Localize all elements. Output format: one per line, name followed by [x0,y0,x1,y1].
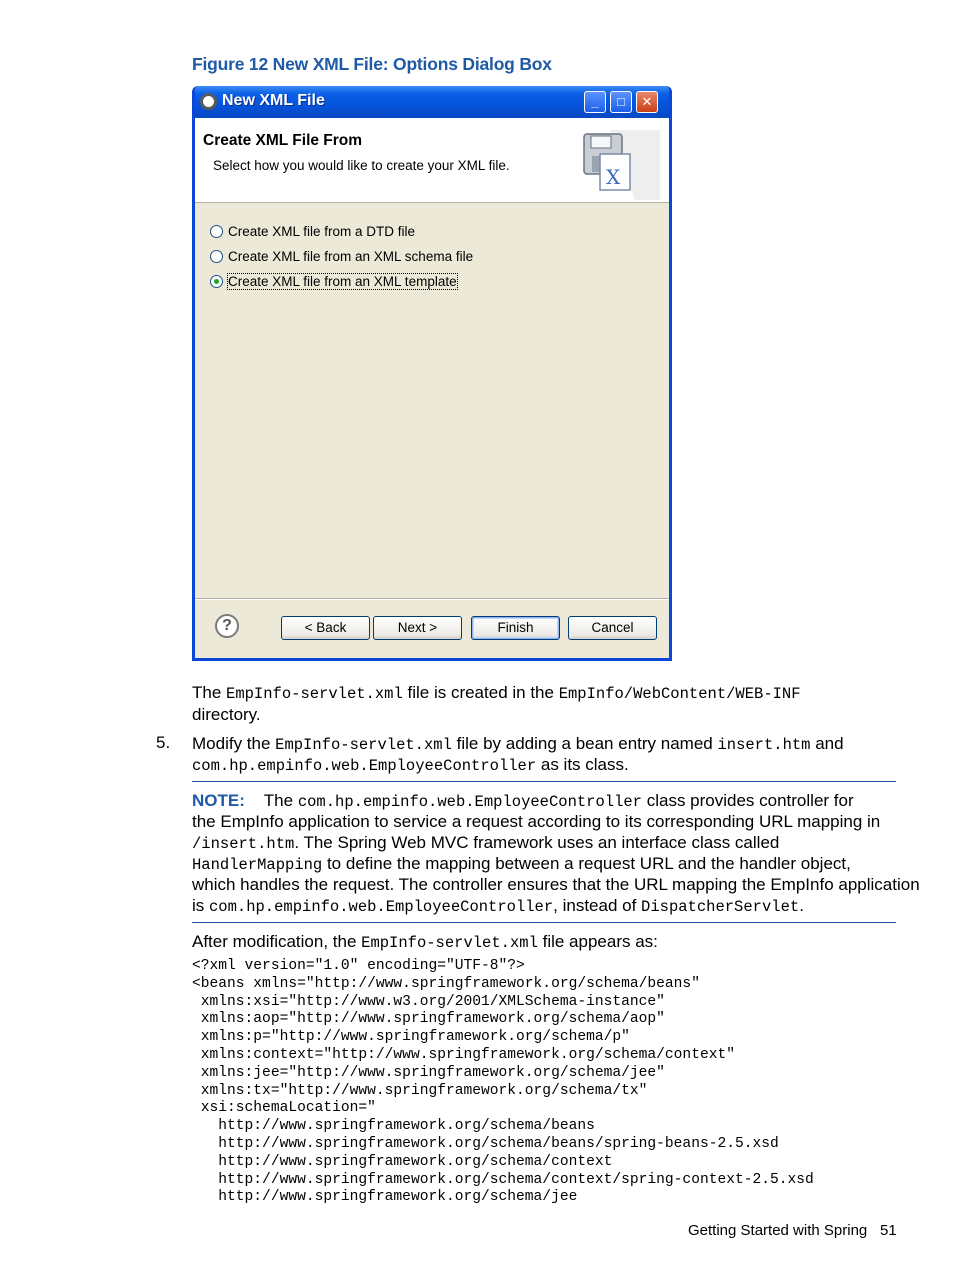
note-rule-bottom [192,922,896,923]
gear-icon [200,93,217,110]
radio-dtd[interactable] [210,225,223,238]
note-line-5: which handles the request. The controller ensures that the URL mapping the EmpInfo application [192,875,920,894]
code-inline: EmpInfo/WebContent/WEB-INF [558,685,801,703]
footer-separator [195,598,669,600]
text: . The Spring Web MVC framework uses an interface class called [294,833,780,852]
option-template[interactable] [210,272,457,290]
note-line-2: the EmpInfo application to service a request according to its corresponding URL mapping in [192,812,881,831]
dialog-titlebar[interactable] [192,86,672,118]
text: Modify the [192,734,276,753]
text: , instead of [553,896,642,915]
option-dtd[interactable] [210,222,415,240]
code-inline: com.hp.empinfo.web.EmployeeController [209,898,554,916]
text: The [192,683,227,702]
cancel-button[interactable]: Cancel [568,616,657,640]
text: file is created in the [402,683,559,702]
maximize-button[interactable]: □ [610,91,632,113]
code-inline: EmpInfo-servlet.xml [275,736,452,754]
paragraph-created [192,682,801,705]
code-inline: com.hp.empinfo.web.EmployeeController [297,793,642,811]
footer-section: Getting Started with Spring [688,1222,868,1239]
radio-schema[interactable] [210,250,223,263]
note-rule-top [192,781,896,782]
note-line-1 [192,790,854,813]
text: After modification, the [192,932,362,951]
finish-button[interactable]: Finish [471,616,560,640]
option-dtd-label: Create XML file from a DTD file [228,223,416,239]
code-inline: EmpInfo-servlet.xml [361,934,538,952]
option-template-label: Create XML file from an XML template [228,273,457,289]
note-label: NOTE: [192,791,245,810]
step-number: 5. [156,733,171,752]
floppy-xml-icon [580,130,660,200]
wizard-header-subtitle: Select how you would like to create your XML file. [213,158,510,173]
wizard-header-title: Create XML File From [203,132,363,149]
text: to define the mapping between a request URL and the handler object, [322,854,851,873]
close-button[interactable]: ✕ [636,91,658,113]
page-number: 51 [880,1222,897,1239]
option-schema-label: Create XML file from an XML schema file [228,248,474,264]
text: and [810,734,844,753]
wizard-header [195,118,669,203]
text: . [799,896,804,915]
minimize-button[interactable]: _ [584,91,606,113]
code-inline: insert.htm [717,736,811,754]
note-line-6 [192,895,804,918]
step-5-line2 [192,754,629,777]
radio-template[interactable] [210,275,223,288]
code-inline: DispatcherServlet [641,898,800,916]
note-line-3 [192,832,779,855]
new-xml-file-dialog [192,86,672,661]
note-line-4 [192,853,851,876]
text: class provides controller for [641,791,854,810]
text: file appears as: [537,932,658,951]
option-schema[interactable] [210,247,473,265]
text: The [263,791,298,810]
code-inline: EmpInfo-servlet.xml [226,685,403,703]
back-button[interactable]: < Back [281,616,370,640]
dialog-title: New XML File [222,92,325,109]
text: file by adding a bean entry named [451,734,718,753]
step-5-line1 [192,733,844,756]
paragraph-created-cont: directory. [192,705,261,724]
code-inline: com.hp.empinfo.web.EmployeeController [192,757,537,775]
help-icon[interactable]: ? [215,614,239,638]
text: as its class. [536,755,629,774]
next-button[interactable]: Next > [373,616,462,640]
code-block: <?xml version="1.0" encoding="UTF-8"?> <beans xmlns="http://www.springframework.org/schema/beans" xmlns:xsi="http://www.w3.org/2001/XMLSchema-instance" xmlns:aop="http://www.springframework.org/schema/aop" xmlns:p="http://www.springframework.org/schema/p" xmlns:context="http://www.springframework.org/schema/context" xmlns:jee="http://www.springframework.org/schema/jee" xmlns:tx="http://www.springframework.org/schema/tx" xsi:schemaLocation=" http://www.springframework.org/schema/beans http://www.springframework.org/schema/beans/spring-beans-2.5.xsd http://www.springframework.org/schema/context http://www.springframework.org/schema/context/spring-context-2.5.xsd http://www.springframework.org/schema/jee [192,958,814,1206]
code-inline: HandlerMapping [192,856,323,874]
svg-text:X: X [606,165,621,189]
paragraph-after [192,931,658,954]
code-inline: /insert.htm [192,835,295,853]
text: is [192,896,209,915]
figure-caption: Figure 12 New XML File: Options Dialog Box [192,54,552,74]
